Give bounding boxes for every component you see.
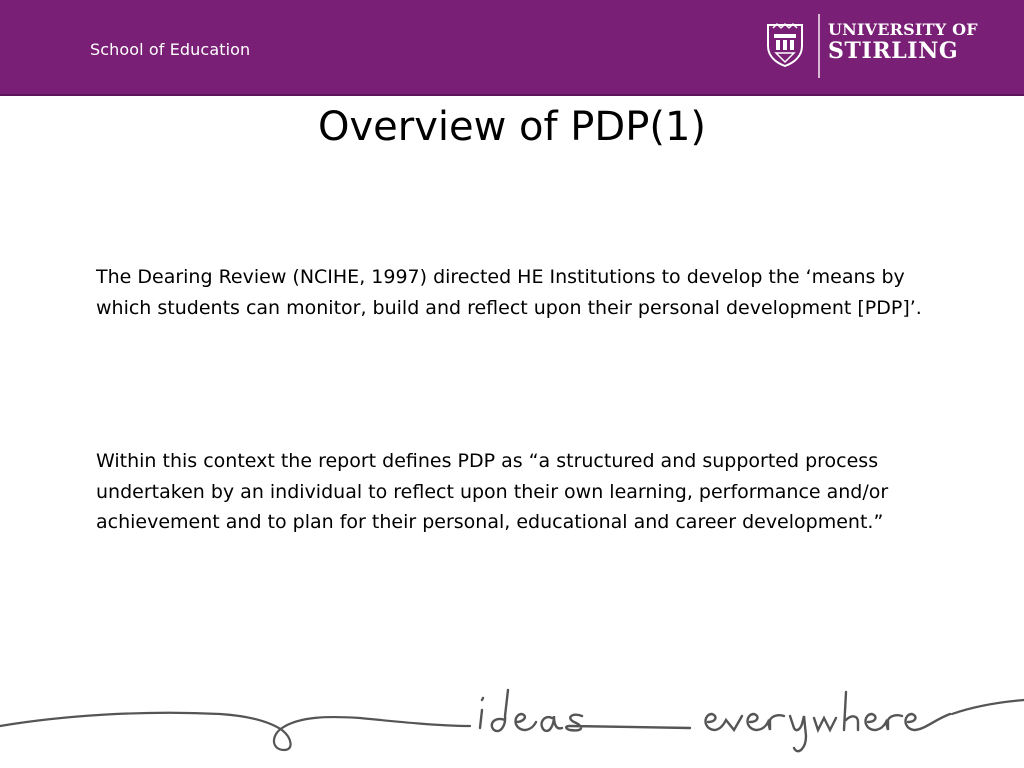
university-crest-icon <box>765 22 805 68</box>
logo-divider <box>818 14 820 78</box>
header-band <box>0 0 1024 96</box>
logo-stirling: STIRLING <box>828 38 959 64</box>
ideas-everywhere-footer <box>0 676 1024 768</box>
logo-university-of: UNIVERSITY OF <box>828 20 978 39</box>
slide-title: Overview of PDP(1) <box>317 104 706 150</box>
school-label: School of Education <box>90 40 251 59</box>
paragraph-pdp-definition: Within this context the report defines PDP as “a structured and supported process undertaken by an individual to reflect upon their own learning, performance and/or achievement and to plan for their personal, educational and career development.” <box>96 450 889 533</box>
paragraph-dearing-review: The Dearing Review (NCIHE, 1997) directed HE Institutions to develop the ‘means by which students can monitor, build and reflect upon their personal development [PDP]’. <box>96 266 922 319</box>
